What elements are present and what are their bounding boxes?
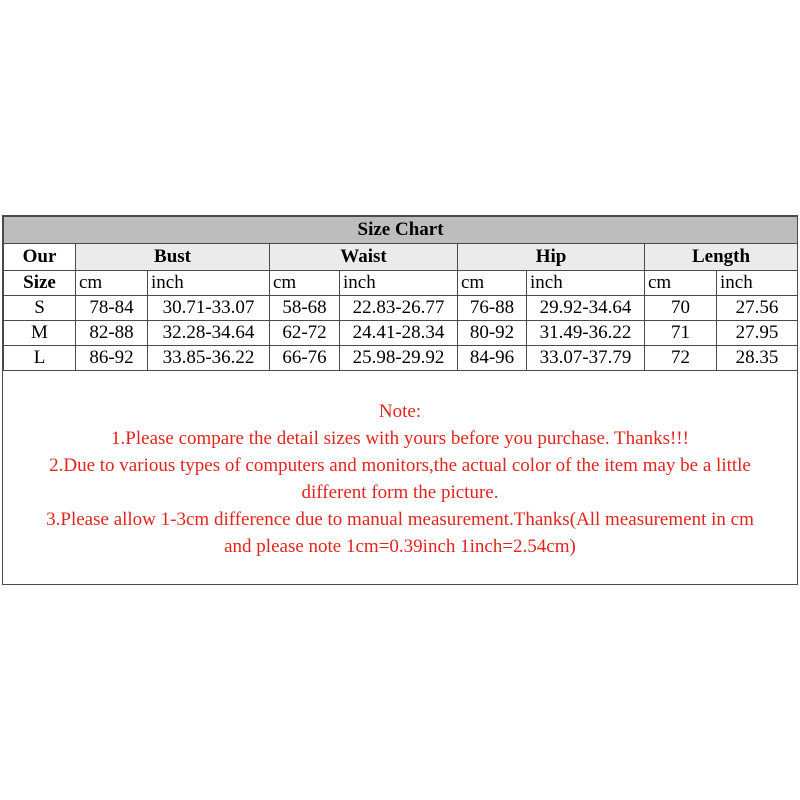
- note-line: 1.Please compare the detail sizes with yours before you purchase. Thanks!!!: [111, 428, 689, 449]
- size-chart-table: [3, 216, 798, 371]
- table-cell: 58-68: [270, 296, 340, 321]
- table-cell: 72: [645, 346, 717, 371]
- table-row: [4, 321, 798, 346]
- table-cell: 25.98-29.92: [340, 346, 458, 371]
- our-size-header-line2: Size: [4, 271, 76, 296]
- table-cell: 82-88: [76, 321, 148, 346]
- table-cell: 24.41-28.34: [340, 321, 458, 346]
- unit-cell: inch: [527, 271, 645, 296]
- unit-cell: inch: [148, 271, 270, 296]
- note-line: 3.Please allow 1-3cm difference due to manual measurement.Thanks(All measurement in cm: [46, 509, 754, 530]
- unit-cell: cm: [270, 271, 340, 296]
- note-line: different form the picture.: [301, 482, 499, 503]
- table-cell: 32.28-34.64: [148, 321, 270, 346]
- table-cell: 62-72: [270, 321, 340, 346]
- size-cell: S: [4, 296, 76, 321]
- table-cell: 33.07-37.79: [527, 346, 645, 371]
- table-row: [4, 346, 798, 371]
- bust-header: Bust: [76, 244, 270, 271]
- table-cell: 84-96: [458, 346, 527, 371]
- table-cell: 80-92: [458, 321, 527, 346]
- group-header-row: [4, 244, 798, 271]
- table-cell: 28.35: [717, 346, 798, 371]
- hip-header: Hip: [458, 244, 645, 271]
- table-cell: 22.83-26.77: [340, 296, 458, 321]
- table-cell: 66-76: [270, 346, 340, 371]
- table-cell: 78-84: [76, 296, 148, 321]
- size-cell: L: [4, 346, 76, 371]
- waist-header: Waist: [270, 244, 458, 271]
- note-line: and please note 1cm=0.39inch 1inch=2.54cm): [224, 536, 576, 557]
- notes-block: [3, 398, 797, 560]
- note-line: 2.Due to various types of computers and monitors,the actual color of the item may be a little: [49, 455, 751, 476]
- table-cell: 86-92: [76, 346, 148, 371]
- size-chart-frame: [2, 215, 798, 585]
- unit-cell: inch: [340, 271, 458, 296]
- table-cell: 31.49-36.22: [527, 321, 645, 346]
- table-cell: 27.95: [717, 321, 798, 346]
- length-header: Length: [645, 244, 798, 271]
- size-cell: M: [4, 321, 76, 346]
- table-cell: 30.71-33.07: [148, 296, 270, 321]
- unit-header-row: [4, 271, 798, 296]
- table-row: [4, 296, 798, 321]
- table-cell: 76-88: [458, 296, 527, 321]
- title-row: [4, 217, 798, 244]
- unit-cell: cm: [458, 271, 527, 296]
- table-cell: 29.92-34.64: [527, 296, 645, 321]
- our-size-header-line1: Our: [4, 244, 76, 271]
- table-cell: 71: [645, 321, 717, 346]
- unit-cell: cm: [645, 271, 717, 296]
- unit-cell: inch: [717, 271, 798, 296]
- table-cell: 33.85-36.22: [148, 346, 270, 371]
- unit-cell: cm: [76, 271, 148, 296]
- table-cell: 70: [645, 296, 717, 321]
- table-cell: 27.56: [717, 296, 798, 321]
- note-heading: Note:: [378, 401, 422, 422]
- table-title: Size Chart: [4, 217, 798, 244]
